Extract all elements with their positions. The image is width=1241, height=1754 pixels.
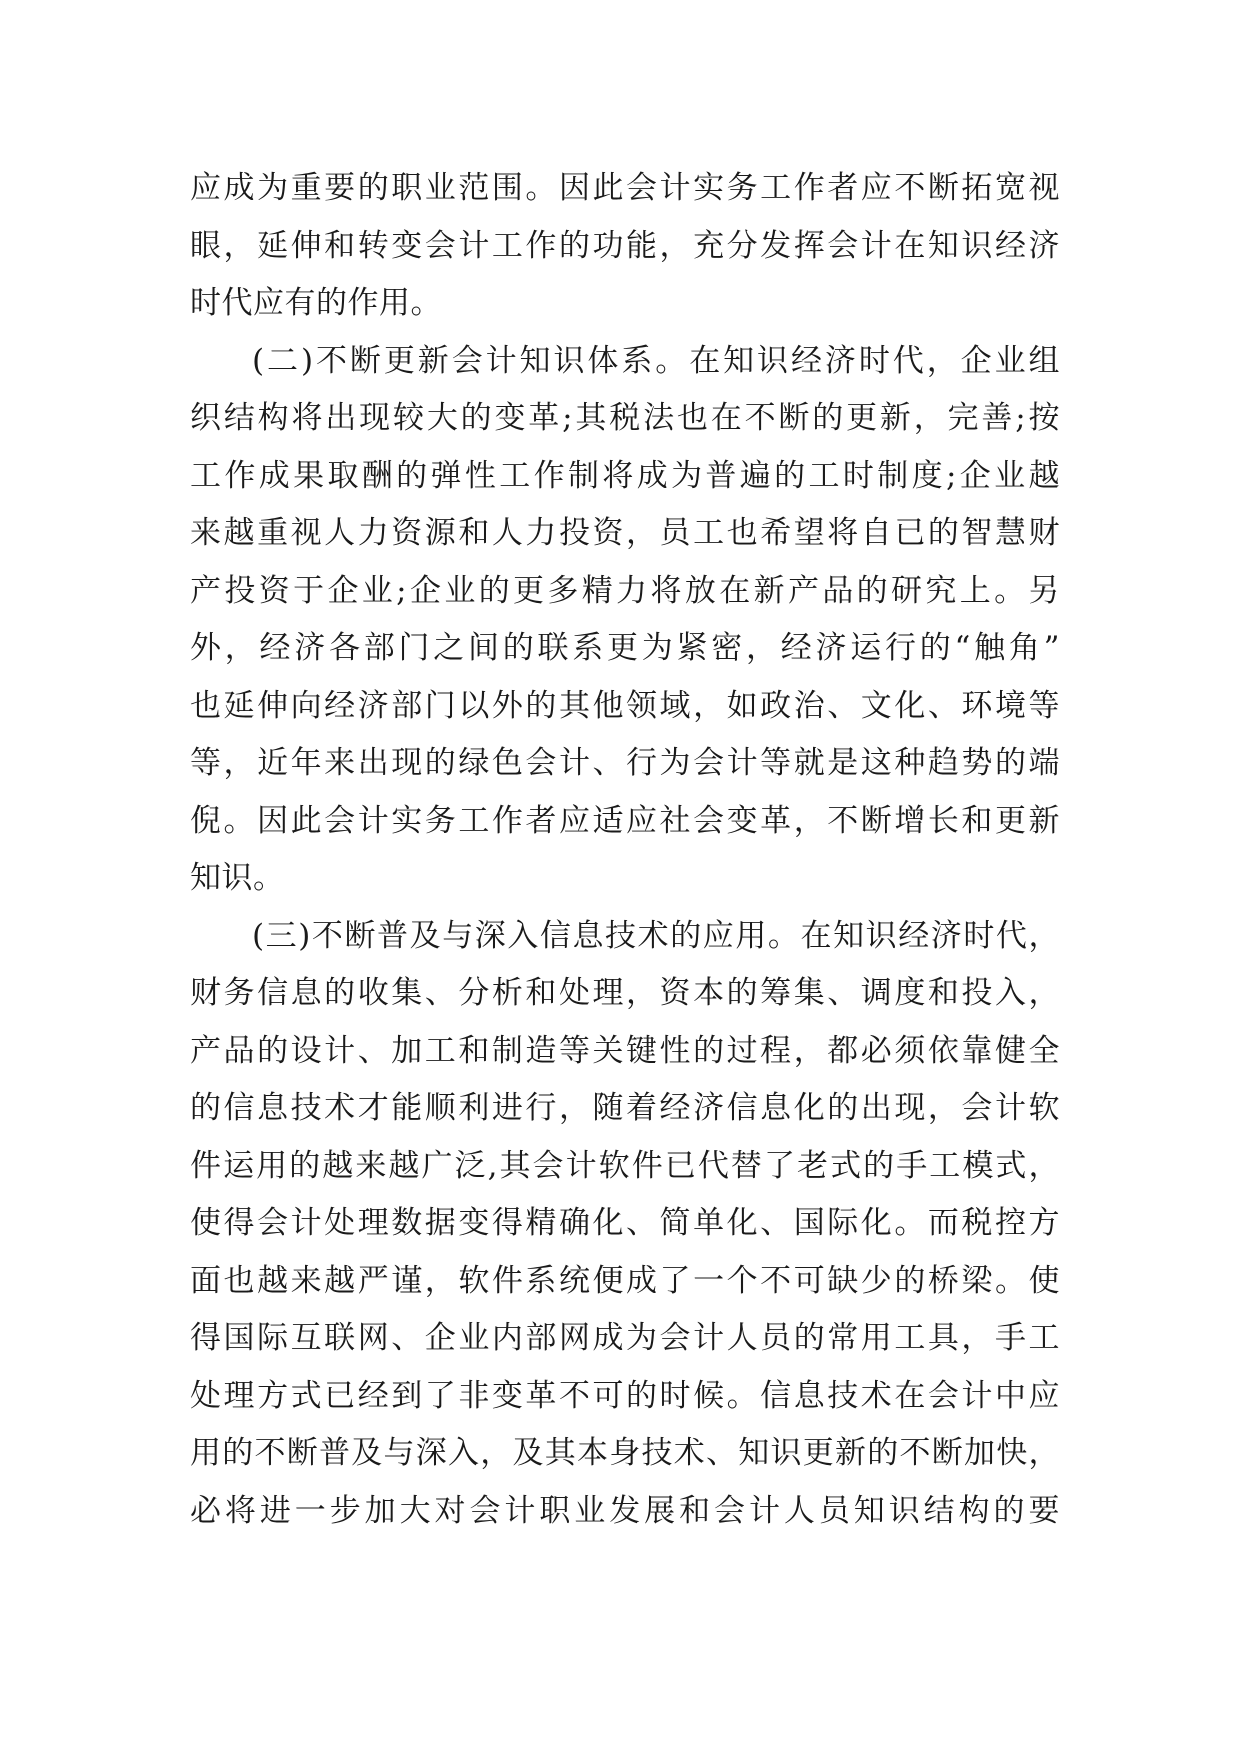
text-line: 知识。 bbox=[190, 860, 285, 896]
text-line: 倪。因此会计实务工作者应适应社会变革，不断增长和更新 bbox=[190, 802, 1060, 839]
text-line: 用的不断普及与深入，及其本身技术、知识更新的不断加快， bbox=[190, 1435, 1060, 1471]
text-line: 应成为重要的职业范围。因此会计实务工作者应不断拓宽视 bbox=[190, 170, 1060, 206]
text-line: 等，近年来出现的绿色会计、行为会计等就是这种趋势的端 bbox=[190, 745, 1060, 781]
text-line: 的信息技术才能顺利进行，随着经济信息化的出现，会计软 bbox=[190, 1090, 1060, 1126]
text-line: 产投资于企业;企业的更多精力将放在新产品的研究上。另 bbox=[190, 572, 1060, 609]
text-line: 时代应有的作用。 bbox=[190, 285, 442, 321]
text-line: 产品的设计、加工和制造等关键性的过程，都必须依靠健全 bbox=[190, 1032, 1060, 1069]
text-line: (三)不断普及与深入信息技术的应用。在知识经济时代， bbox=[252, 917, 1060, 954]
text-line: 财务信息的收集、分析和处理，资本的筹集、调度和投入， bbox=[190, 975, 1060, 1011]
text-line: 得国际互联网、企业内部网成为会计人员的常用工具，手工 bbox=[190, 1320, 1060, 1356]
text-line: 必将进一步加大对会计职业发展和会计人员知识结构的要 bbox=[190, 1492, 1060, 1529]
text-line: 面也越来越严谨，软件系统便成了一个不可缺少的桥梁。使 bbox=[190, 1262, 1060, 1299]
text-line: 织结构将出现较大的变革;其税法也在不断的更新，完善;按 bbox=[190, 400, 1060, 436]
text-line: 来越重视人力资源和人力投资，员工也希望将自已的智慧财 bbox=[190, 515, 1060, 551]
text-line: 处理方式已经到了非变革不可的时候。信息技术在会计中应 bbox=[190, 1377, 1060, 1414]
text-line: 眼，延伸和转变会计工作的功能，充分发挥会计在知识经济 bbox=[190, 227, 1060, 264]
body-text bbox=[190, 160, 1060, 1540]
text-line: 使得会计处理数据变得精确化、简单化、国际化。而税控方 bbox=[190, 1205, 1060, 1241]
text-line: (二)不断更新会计知识体系。在知识经济时代，企业组 bbox=[252, 342, 1060, 379]
text-line: 工作成果取酬的弹性工作制将成为普遍的工时制度;企业越 bbox=[190, 457, 1060, 494]
text-line: 也延伸向经济部门以外的其他领域，如政治、文化、环境等 bbox=[190, 687, 1060, 724]
text-line: 外，经济各部门之间的联系更为紧密，经济运行的“触角” bbox=[190, 630, 1060, 666]
text-line: 件运用的越来越广泛,其会计软件已代替了老式的手工模式， bbox=[190, 1147, 1060, 1184]
